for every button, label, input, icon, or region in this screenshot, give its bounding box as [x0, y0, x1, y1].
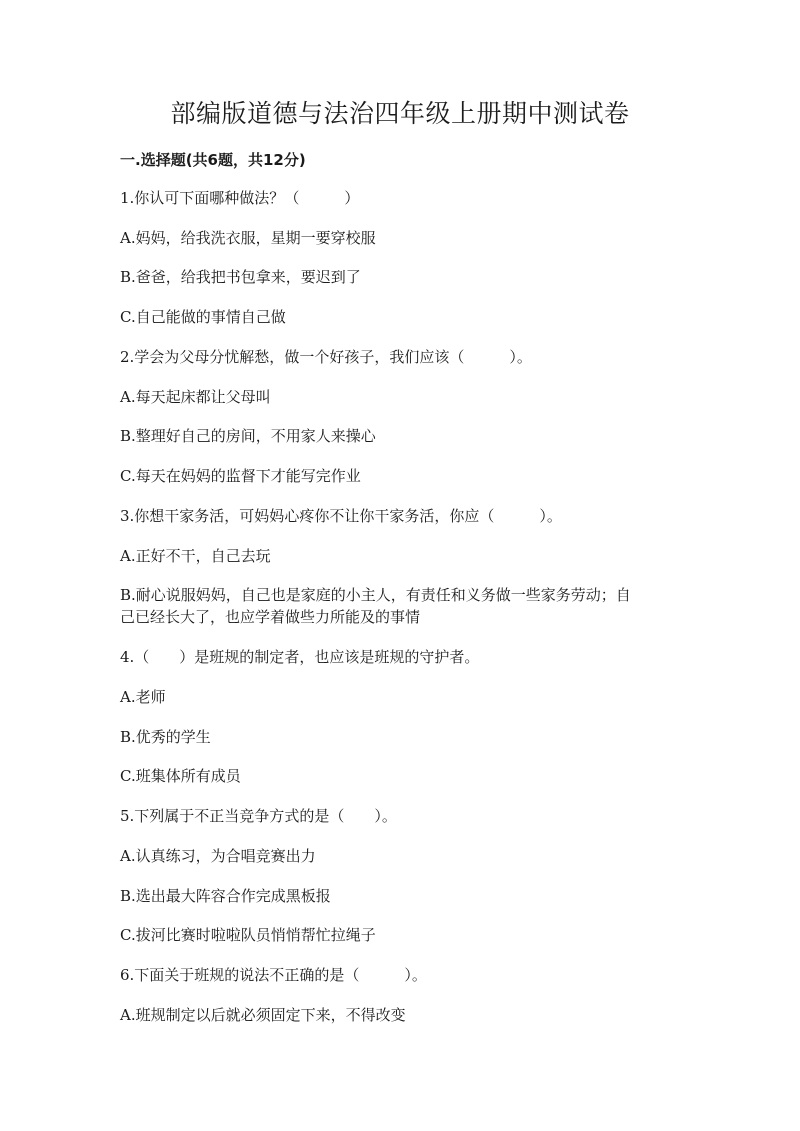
question-3-stem: 3.你想干家务活，可妈妈心疼你不让你干家务活，你应（ ）。 [120, 507, 562, 525]
question-4-option-b: B.优秀的学生 [120, 728, 211, 746]
question-2-option-b: B.整理好自己的房间，不用家人来操心 [120, 427, 376, 445]
question-6-stem: 6.下面关于班规的说法不正确的是（ ）。 [120, 966, 427, 984]
question-5-option-a: A.认真练习，为合唱竞赛出力 [120, 847, 316, 865]
question-3-option-a: A.正好不干，自己去玩 [120, 547, 271, 565]
question-6-option-a: A.班规制定以后就必须固定下来，不得改变 [120, 1006, 406, 1024]
question-1-option-c: C.自己能做的事情自己做 [120, 308, 286, 326]
question-4-option-a: A.老师 [120, 688, 166, 706]
question-3-option-b-line-1: B.耐心说服妈妈，自己也是家庭的小主人，有责任和义务做一些家务劳动；自 [120, 586, 631, 604]
question-1-option-a: A.妈妈，给我洗衣服，星期一要穿校服 [120, 229, 376, 247]
question-5-stem: 5.下列属于不正当竞争方式的是（ ）。 [120, 807, 397, 825]
question-4-stem: 4.（ ）是班规的制定者，也应该是班规的守护者。 [120, 648, 480, 666]
question-3-option-b-line-2: 己已经长大了，也应学着做些力所能及的事情 [120, 608, 421, 626]
question-2-stem: 2.学会为父母分忧解愁，做一个好孩子，我们应该（ ）。 [120, 348, 532, 366]
question-2-option-a: A.每天起床都让父母叫 [120, 388, 271, 406]
question-5-option-b: B.选出最大阵容合作完成黑板报 [120, 887, 331, 905]
question-5-option-c: C.拔河比赛时啦啦队员悄悄帮忙拉绳子 [120, 926, 376, 944]
page-title: 部编版道德与法治四年级上册期中测试卷 [170, 99, 630, 128]
question-4-option-c: C.班集体所有成员 [120, 767, 241, 785]
question-2-option-c: C.每天在妈妈的监督下才能写完作业 [120, 467, 361, 485]
section-heading: 一.选择题(共6题，共12分) [120, 151, 306, 169]
question-1-stem: 1.你认可下面哪种做法？（ ） [120, 189, 360, 207]
question-1-option-b: B.爸爸，给我把书包拿来，要迟到了 [120, 268, 361, 286]
